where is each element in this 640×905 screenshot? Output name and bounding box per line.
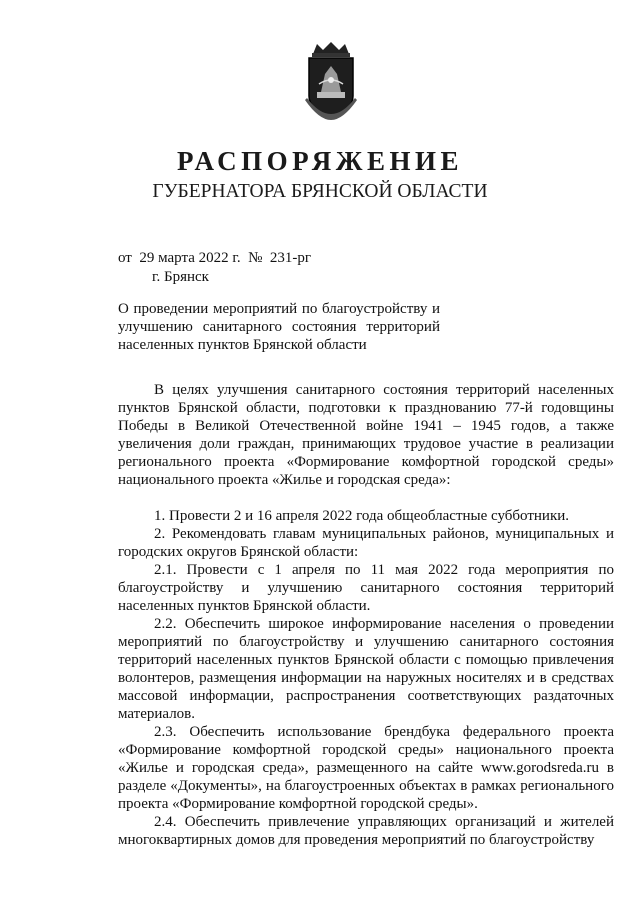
item-1: 1. Провести 2 и 16 апреля 2022 года общеобластные субботники. <box>154 508 570 524</box>
item-2: 2. Рекомендовать главам муниципальных районов, муниципальных и городских округов Брянской области: <box>118 526 614 560</box>
preamble: В целях улучшения санитарного состояния территорий населенных пунктов Брянской области, подготовки к празднованию 77-й годовщины Победы в Великой Отечественной войне 1941 – 1945 годов, а также увеличения доли граждан, принимающих трудовое участие в реализации регионального проекта «Формирование комфортной городской среды» национального проекта «Жилье и городская среда»: <box>118 382 614 488</box>
document-number: 231-рг <box>269 250 312 266</box>
item-2-3: 2.3. Обеспечить использование брендбука федерального проекта «Формирование комфортной городской среды» национального проекта «Жилье и городская среда», размещенного на сайте www.gorodsreda.ru в разделе «Документы», на благоустроенных объектах в рамках регионального проекта «Формирование комфортной городской среды». <box>118 724 614 812</box>
document-body <box>118 381 614 849</box>
document-subject: О проведении мероприятий по благоустройству и улучшению санитарного состояния территорий населенных пунктов Брянской области <box>118 301 440 353</box>
date-line <box>118 250 311 267</box>
coat-of-arms-icon <box>299 40 363 122</box>
from-label: от <box>118 250 132 266</box>
number-sign: № <box>248 250 263 266</box>
item-2-2: 2.2. Обеспечить широкое информирование населения о проведении мероприятий по благоустройству и улучшению санитарного состояния территорий населенных пунктов Брянской области с помощью привлечения волонтеров, размещения информации на наружных носителях и в средствах массовой информации, распространения соответствующих раздаточных материалов. <box>118 616 614 722</box>
item-2-4: 2.4. Обеспечить привлечение управляющих организаций и жителей многоквартирных домов для проведения мероприятий по благоустройству <box>118 814 614 848</box>
document-title: РАСПОРЯЖЕНИЕ <box>176 146 464 176</box>
document-date: 29 марта 2022 г. <box>139 250 241 266</box>
document-subtitle: ГУБЕРНАТОРА БРЯНСКОЙ ОБЛАСТИ <box>152 181 488 202</box>
item-2-1: 2.1. Провести с 1 апреля по 11 мая 2022 года мероприятия по благоустройству и улучшению санитарного состояния территорий населенных пунктов Брянской области. <box>118 562 614 614</box>
city: г. Брянск <box>152 269 209 285</box>
